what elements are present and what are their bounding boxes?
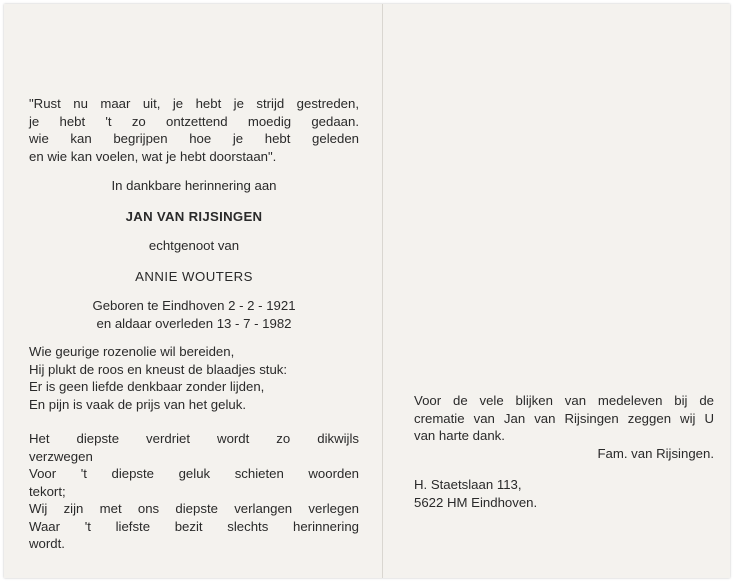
poem-line: verzwegen — [29, 448, 93, 464]
left-panel — [29, 95, 359, 553]
poem-line: tekort; — [29, 483, 66, 499]
memorial-card — [4, 4, 730, 578]
thanks-line: Voor de vele blijken van medeleven bij de — [414, 393, 714, 408]
in-memory-text: In dankbare herinnering aan — [111, 178, 277, 193]
address-city: 5622 HM Eindhoven. — [414, 494, 538, 510]
poem-line: Voor 't diepste geluk schieten woorden — [29, 466, 359, 481]
verse-line: en wie kan voelen, wat je hebt doorstaan". — [29, 148, 277, 164]
verse-line: wie kan begrijpen hoe je hebt geleden — [29, 131, 359, 146]
thanks-line: crematie van Jan van Rijsingen zeggen wij U — [414, 410, 714, 426]
spouse-label: echtgenoot van — [148, 238, 240, 253]
address-street: H. Staetslaan 113, — [414, 477, 522, 492]
born-line: Geboren te Eindhoven 2 - 2 - 1921 — [92, 298, 296, 313]
verse-line: "Rust nu maar uit, je hebt je strijd gestreden, — [29, 96, 359, 111]
poem-line: wordt. — [29, 536, 65, 551]
thanks-text — [414, 392, 714, 445]
poem-verdriet — [29, 430, 359, 553]
poem-rozenolie — [29, 343, 359, 413]
life-dates — [29, 297, 359, 332]
poem-line: En pijn is vaak de prijs van het geluk. — [29, 396, 246, 412]
verse-line: je hebt 't zo ontzettend moedig gedaan. — [29, 113, 359, 129]
poem-line: Waar 't liefste bezit slechts herinnering — [29, 518, 359, 534]
opening-verse — [29, 95, 359, 165]
poem-line: Er is geen liefde denkbaar zonder lijden, — [29, 379, 265, 394]
card-fold-line — [382, 4, 383, 578]
poem-line: Wij zijn met ons diepste verlangen verlegen — [29, 501, 359, 516]
poem-line: Het diepste verdriet wordt zo dikwijls — [29, 431, 359, 446]
deceased-name: JAN VAN RIJSINGEN — [125, 208, 263, 224]
spouse-name: ANNIE WOUTERS — [135, 268, 253, 284]
poem-line: Wie geurige rozenolie wil bereiden, — [29, 344, 235, 359]
right-panel — [414, 392, 714, 511]
address-block — [414, 476, 714, 511]
poem-line: Hij plukt de roos en kneust de blaadjes stuk: — [29, 361, 288, 377]
thanks-line: van harte dank. — [414, 428, 505, 443]
family-signature: Fam. van Rijsingen. — [597, 445, 714, 461]
died-line: en aldaar overleden 13 - 7 - 1982 — [96, 315, 292, 331]
